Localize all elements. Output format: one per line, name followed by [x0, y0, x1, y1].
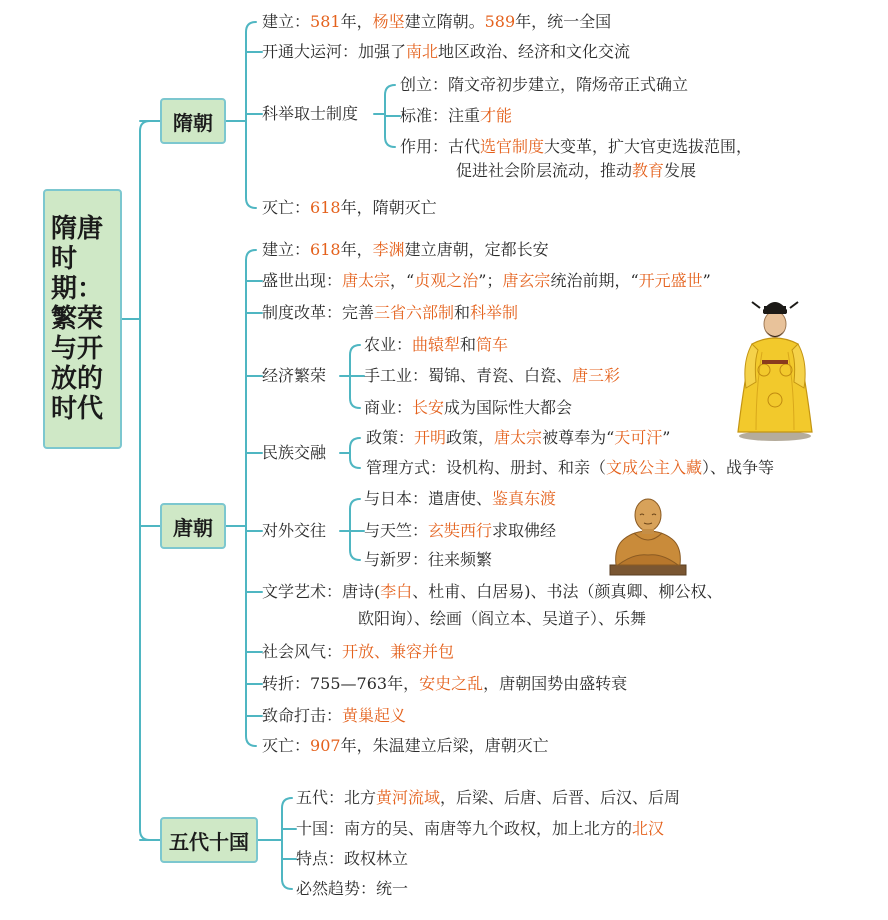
- tang-item-reform: [262, 302, 518, 324]
- sui-keju-effect-line2: [456, 160, 696, 182]
- highlight-text: 北汉: [632, 819, 665, 838]
- body-text: 建立隋朝。: [404, 12, 485, 31]
- body-text: 和: [454, 303, 471, 322]
- body-text: 大变革，扩大官吏选拔范围，: [544, 137, 753, 156]
- highlight-text: 黄巢起义: [342, 706, 407, 725]
- sui-item-fall: [262, 197, 437, 219]
- body-text: 促进社会阶层流动，推动: [456, 161, 633, 180]
- body-text: 特点：政权林立: [296, 849, 409, 868]
- body-text: 灭亡：: [262, 198, 311, 217]
- body-text: 经济繁荣: [262, 366, 327, 385]
- body-text: 与日本：遣唐使、: [364, 489, 493, 508]
- body-text: 地区政治、经济和文化交流: [438, 42, 631, 61]
- wudai-item-feature: [296, 848, 408, 870]
- body-text: ”: [702, 271, 711, 290]
- tang-econ-commerce: [364, 397, 572, 419]
- highlight-text: 南北: [406, 42, 439, 61]
- sui-dynasty-box: [160, 98, 226, 144]
- sui-item-canal: [262, 41, 630, 63]
- highlight-text: 才能: [480, 106, 513, 125]
- highlight-text: 李白: [380, 582, 413, 601]
- tang-item-golden-age: [262, 270, 711, 292]
- highlight-text: 618: [310, 240, 341, 259]
- body-text: 年，: [340, 12, 373, 31]
- tang-label: 唐朝: [173, 515, 213, 540]
- sui-keju-effect-line1: [400, 136, 752, 158]
- tang-item-arts-line1: [262, 581, 723, 603]
- body-text: 管理方式：设机构、册封、和亲（: [366, 458, 607, 477]
- body-text: 商业：: [364, 398, 413, 417]
- body-text: 十国：南方的吴、南唐等九个政权，加上北方的: [296, 819, 633, 838]
- highlight-text: 长安: [412, 398, 445, 417]
- body-text: 手工业：蜀锦、青瓷、白瓷、: [364, 366, 573, 385]
- body-text: ，“: [390, 271, 415, 290]
- wudai-shiguo-box: [160, 817, 258, 863]
- body-text: 作用：古代: [400, 137, 481, 156]
- tang-econ-handicraft: [364, 365, 620, 387]
- highlight-text: 科举制: [470, 303, 519, 322]
- body-text: 、杜甫、白居易)、书法（颜真卿、柳公权、: [412, 582, 723, 601]
- tang-item-fall: [262, 735, 549, 757]
- body-text: 盛世出现：: [262, 271, 343, 290]
- highlight-text: 唐三彩: [572, 366, 621, 385]
- body-text: 年，朱温建立后梁，唐朝灭亡: [340, 736, 549, 755]
- highlight-text: 开元盛世: [638, 271, 703, 290]
- wudai-item-trend: [296, 878, 408, 900]
- body-text: 必然趋势：统一: [296, 879, 409, 898]
- tang-item-ethnic: [262, 442, 326, 464]
- tang-foreign-japan: [364, 488, 556, 510]
- root-topic-box: [43, 189, 122, 449]
- root-title: 隋唐时期：繁荣与开放的时代: [51, 214, 104, 424]
- highlight-text: 安史之乱: [419, 674, 484, 693]
- body-text: 建立：: [262, 240, 311, 259]
- body-text: 建立：: [262, 12, 311, 31]
- highlight-text: 唐太宗: [342, 271, 391, 290]
- highlight-text: 581: [310, 12, 341, 31]
- body-text: 制度改革：完善: [262, 303, 375, 322]
- body-text: 年，统一全国: [515, 12, 612, 31]
- body-text: 科举取士制度: [262, 104, 359, 123]
- highlight-text: 筒车: [476, 335, 509, 354]
- tang-foreign-india: [364, 520, 556, 542]
- sui-keju-create: [400, 74, 688, 96]
- emperor-portrait-icon: [734, 292, 816, 442]
- highlight-text: 唐玄宗: [502, 271, 551, 290]
- body-text: 政策，: [446, 428, 495, 447]
- body-text: 被尊奉为“: [542, 428, 615, 447]
- tang-dynasty-box: [160, 503, 226, 549]
- tang-ethnic-admin: [366, 457, 774, 479]
- tang-ethnic-policy: [366, 427, 670, 449]
- highlight-text: 选官制度: [480, 137, 545, 156]
- body-text: 发展: [664, 161, 697, 180]
- body-text: 民族交融: [262, 443, 327, 462]
- body-text: 致命打击：: [262, 706, 343, 725]
- wudai-label: 五代十国: [169, 829, 249, 854]
- body-text: 与新罗：往来频繁: [364, 550, 493, 569]
- body-text: 年，: [340, 240, 373, 259]
- highlight-text: 贞观之治: [414, 271, 479, 290]
- body-text: 转折：755—763年，: [262, 674, 420, 693]
- highlight-text: 唐太宗: [494, 428, 543, 447]
- body-text: ，后梁、后唐、后晋、后汉、后周: [440, 788, 681, 807]
- tang-item-turning-point: [262, 673, 627, 695]
- body-text: 开通大运河：加强了: [262, 42, 407, 61]
- tang-item-arts-line2: [358, 608, 646, 630]
- highlight-text: 开放、兼容并包: [342, 642, 455, 661]
- sui-item-keju: [262, 103, 358, 125]
- tang-item-society: [262, 641, 454, 663]
- highlight-text: 文成公主入藏: [606, 458, 703, 477]
- body-text: 社会风气：: [262, 642, 343, 661]
- highlight-text: 李渊: [372, 240, 405, 259]
- body-text: ）、战争等: [702, 458, 775, 477]
- body-text: 政策：: [366, 428, 415, 447]
- highlight-text: 教育: [632, 161, 665, 180]
- body-text: 文学艺术：唐诗(: [262, 582, 381, 601]
- tang-item-economy: [262, 365, 326, 387]
- body-text: ，唐朝国势由盛转衰: [483, 674, 628, 693]
- wudai-item-ten: [296, 818, 664, 840]
- wudai-item-five: [296, 787, 680, 809]
- body-text: 农业：: [364, 335, 413, 354]
- tang-econ-agriculture: [364, 334, 508, 356]
- body-text: 年，隋朝灭亡: [340, 198, 437, 217]
- sui-item-found: [262, 11, 611, 33]
- body-text: 创立：隋文帝初步建立，隋炀帝正式确立: [400, 75, 689, 94]
- highlight-text: 玄奘西行: [428, 521, 493, 540]
- sui-keju-standard: [400, 105, 512, 127]
- highlight-text: 907: [310, 736, 341, 755]
- body-text: 标准：注重: [400, 106, 481, 125]
- sui-label: 隋朝: [173, 110, 213, 135]
- tang-item-fatal-blow: [262, 705, 406, 727]
- body-text: 成为国际性大都会: [444, 398, 573, 417]
- body-text: 求取佛经: [492, 521, 557, 540]
- body-text: 欧阳询）、绘画（阎立本、吴道子）、乐舞: [358, 609, 647, 628]
- body-text: 对外交往: [262, 521, 327, 540]
- highlight-text: 589: [484, 12, 516, 31]
- tang-item-foreign: [262, 520, 326, 542]
- highlight-text: 三省六部制: [374, 303, 455, 322]
- tang-foreign-silla: [364, 549, 492, 571]
- body-text: 统治前期，“: [550, 271, 639, 290]
- body-text: 五代：北方: [296, 788, 377, 807]
- highlight-text: 鉴真东渡: [492, 489, 557, 508]
- body-text: 和: [460, 335, 477, 354]
- body-text: ”: [662, 428, 671, 447]
- body-text: 灭亡：: [262, 736, 311, 755]
- tang-item-found: [262, 239, 549, 261]
- body-text: ”；: [478, 271, 503, 290]
- body-text: 与天竺：: [364, 521, 429, 540]
- highlight-text: 曲辕犁: [412, 335, 461, 354]
- highlight-text: 天可汗: [614, 428, 663, 447]
- highlight-text: 开明: [414, 428, 447, 447]
- body-text: 建立唐朝，定都长安: [404, 240, 549, 259]
- monk-statue-icon: [604, 485, 692, 577]
- highlight-text: 618: [310, 198, 341, 217]
- highlight-text: 杨坚: [372, 12, 405, 31]
- highlight-text: 黄河流域: [376, 788, 441, 807]
